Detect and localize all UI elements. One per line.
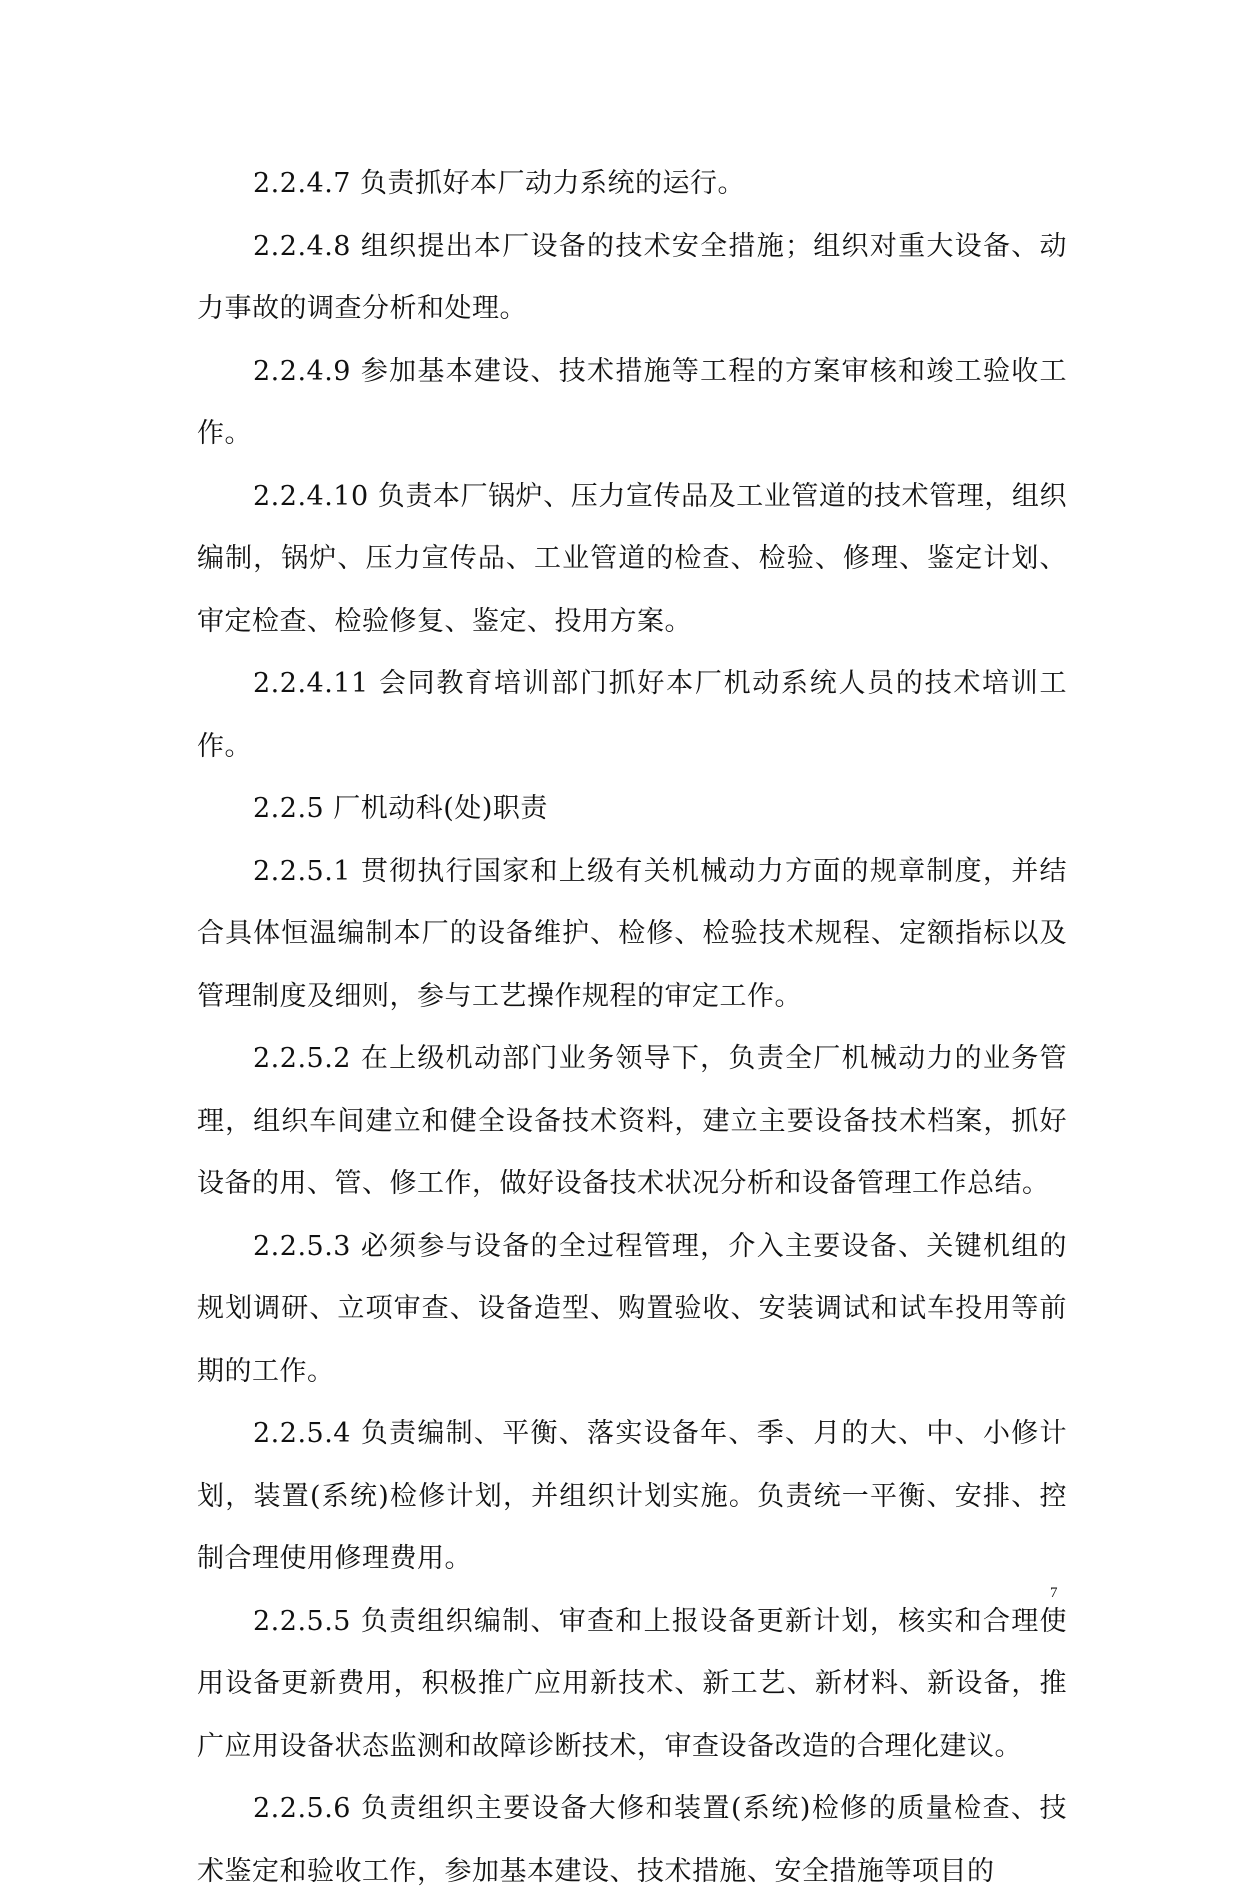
- paragraph-2-2-4-10: 2.2.4.10 负责本厂锅炉、压力宣传品及工业管道的技术管理，组织编制，锅炉、压力宣传品、工业管道的检查、检验、修理、鉴定计划、审定检查、检验修复、鉴定、投用方案。: [197, 480, 1067, 637]
- section-heading-2-2-5: 2.2.5 厂机动科(处)职责: [253, 793, 548, 824]
- paragraph-2-2-4-8: 2.2.4.8 组织提出本厂设备的技术安全措施；组织对重大设备、动力事故的调查分析和处理。: [197, 230, 1067, 324]
- paragraph-2-2-5-6: 2.2.5.6 负责组织主要设备大修和装置(系统)检修的质量检查、技术鉴定和验收工作，参加基本建设、技术措施、安全措施等项目的: [197, 1793, 1067, 1887]
- paragraph-2-2-5-1: 2.2.5.1 贯彻执行国家和上级有关机械动力方面的规章制度，并结合具体恒温编制本厂的设备维护、检修、检验技术规程、定额指标以及管理制度及细则，参与工艺操作规程的审定工作。: [197, 855, 1067, 1012]
- paragraph-2-2-5-4: 2.2.5.4 负责编制、平衡、落实设备年、季、月的大、中、小修计划，装置(系统)检修计划，并组织计划实施。负责统一平衡、安排、控制合理使用修理费用。: [197, 1418, 1067, 1574]
- paragraph-2-2-4-7: 2.2.4.7 负责抓好本厂动力系统的运行。: [253, 168, 746, 199]
- paragraph-2-2-5-2: 2.2.5.2 在上级机动部门业务领导下，负责全厂机械动力的业务管理，组织车间建立和健全设备技术资料，建立主要设备技术档案，抓好设备的用、管、修工作，做好设备技术状况分析和设备管理工作总结。: [197, 1043, 1067, 1199]
- paragraph-2-2-5-3: 2.2.5.3 必须参与设备的全过程管理，介入主要设备、关键机组的规划调研、立项审查、设备造型、购置验收、安装调试和试车投用等前期的工作。: [197, 1230, 1067, 1387]
- page-number: 7: [1050, 1585, 1058, 1601]
- paragraph-2-2-5-5: 2.2.5.5 负责组织编制、审查和上报设备更新计划，核实和合理使用设备更新费用，积极推广应用新技术、新工艺、新材料、新设备，推广应用设备状态监测和故障诊断技术，审查设备改造的合理化建议。: [197, 1605, 1067, 1762]
- document-body: [197, 153, 1067, 1903]
- paragraph-2-2-4-9: 2.2.4.9 参加基本建设、技术措施等工程的方案审核和竣工验收工作。: [197, 355, 1067, 449]
- paragraph-2-2-4-11: 2.2.4.11 会同教育培训部门抓好本厂机动系统人员的技术培训工作。: [197, 668, 1067, 762]
